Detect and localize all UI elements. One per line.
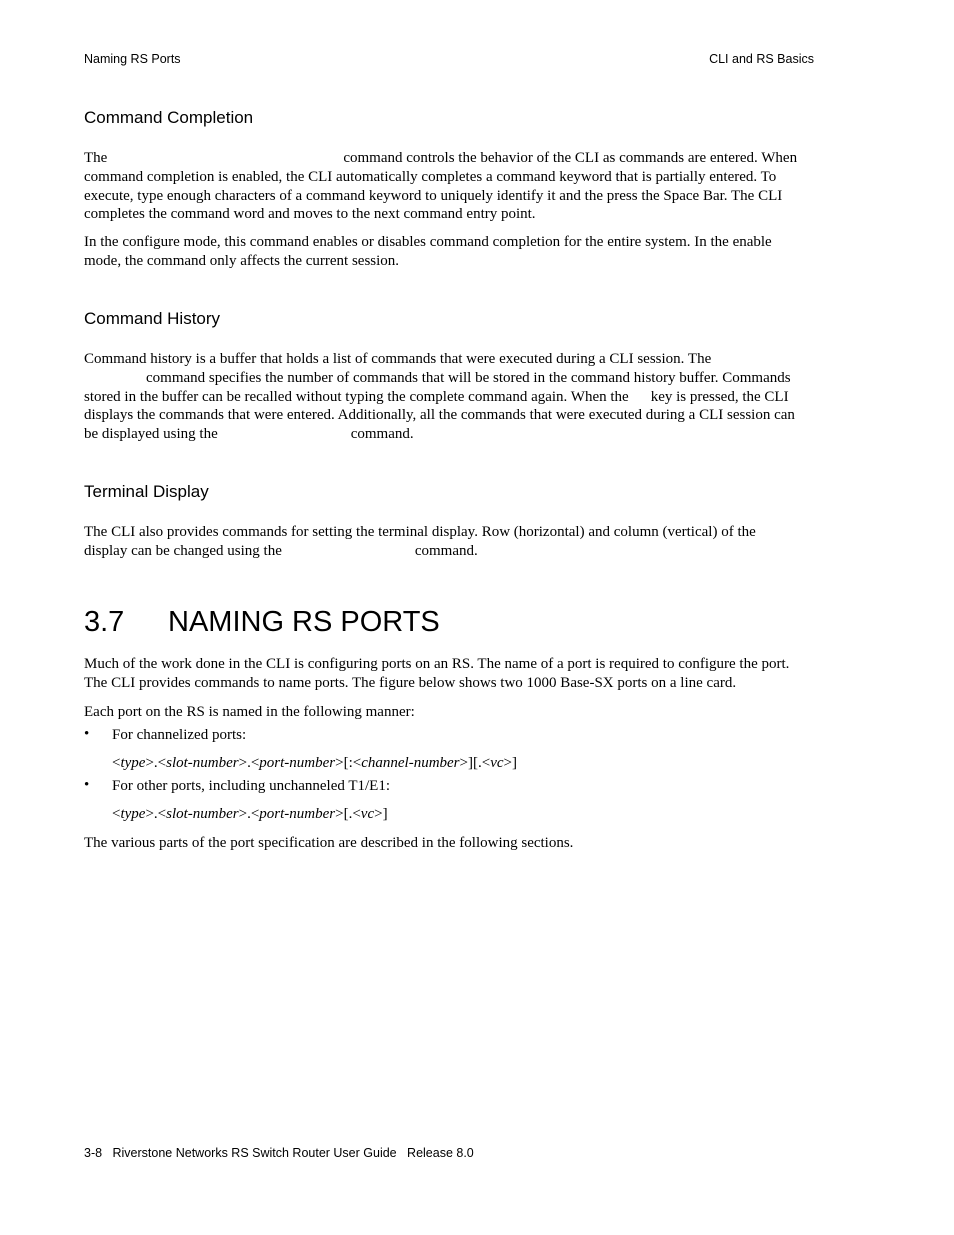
section-paragraph-2: Each port on the RS is named in the following manner:: [84, 704, 415, 720]
section-paragraph-1: [84, 655, 814, 693]
syntax-param: slot-number: [166, 755, 239, 771]
text: display can be changed using the: [84, 542, 282, 559]
completion-paragraph-1: [84, 149, 814, 224]
running-header-right: CLI and RS Basics: [709, 52, 814, 66]
port-syntax-channelized: [112, 755, 517, 772]
text: execute, type enough characters of a command keyword to uniquely identify it and the press the Space Bar. The CLI: [84, 187, 783, 204]
text: key is pressed, the CLI: [650, 388, 789, 405]
subheading-command-completion: Command Completion: [84, 108, 254, 127]
text: Much of the work done in the CLI is configuring ports on an RS. The name of a port is required to configure the port.: [84, 656, 790, 672]
text: mode, the command only affects the current session.: [84, 252, 400, 269]
syntax-text: >.<: [238, 755, 260, 771]
bullet-mark: •: [84, 726, 90, 742]
page-number: 3-8: [84, 1146, 103, 1160]
history-paragraph: [84, 350, 814, 444]
syntax-text: <: [112, 806, 121, 822]
text: command specifies the number of commands that will be stored in the command history buffer. Commands: [146, 369, 791, 386]
section-number: 3.7: [84, 606, 125, 638]
syntax-text: >[:<: [335, 755, 362, 771]
bullet-mark: •: [84, 777, 90, 793]
text: In the configure mode, this command enables or disables command completion for the entire system. In the enable: [84, 234, 772, 250]
completion-paragraph-2: [84, 233, 814, 271]
syntax-param: type: [120, 755, 146, 771]
port-syntax-other: [112, 806, 388, 823]
text: displays the commands that were entered. Additionally, all the commands that were executed during a CLI session can: [84, 407, 795, 424]
text: Command history is a buffer that holds a list of commands that were executed during a CLI session. The: [84, 351, 712, 367]
footer-title: Riverstone Networks RS Switch Router User Guide: [112, 1146, 397, 1160]
syntax-text: <: [112, 755, 121, 771]
syntax-text: >.<: [238, 806, 260, 822]
footer-release: Release 8.0: [407, 1146, 474, 1160]
text: command completion is enabled, the CLI automatically completes a command keyword that is partially entered. To: [84, 168, 777, 185]
section-title: NAMING RS PORTS: [168, 606, 440, 638]
subheading-command-history: Command History: [84, 309, 221, 328]
syntax-text: >.<: [145, 806, 167, 822]
syntax-text: >.<: [145, 755, 167, 771]
text: The CLI also provides commands for setting the terminal display. Row (horizontal) and column (vertical) of the: [84, 524, 756, 540]
text: command controls the behavior of the CLI as commands are entered. When: [343, 150, 798, 166]
syntax-param: channel-number: [361, 755, 460, 771]
running-footer: [84, 1146, 474, 1160]
text: command.: [350, 426, 414, 443]
syntax-param: vc: [490, 755, 504, 771]
section-closing: The various parts of the port specification are described in the following sections.: [84, 835, 574, 851]
syntax-param: type: [120, 806, 146, 822]
syntax-param: vc: [360, 806, 375, 822]
syntax-param: slot-number: [166, 806, 239, 822]
text: The: [84, 150, 108, 166]
terminal-paragraph: [84, 523, 814, 561]
subheading-terminal-display: Terminal Display: [84, 482, 209, 501]
syntax-param: port-number: [259, 755, 336, 771]
syntax-text: >]: [374, 806, 388, 822]
bullet-label: For channelized ports:: [112, 727, 247, 743]
syntax-text: >[.<: [335, 806, 361, 822]
running-header-left: Naming RS Ports: [84, 52, 181, 66]
text: be displayed using the: [84, 426, 218, 443]
syntax-text: >]: [503, 755, 517, 771]
text: stored in the buffer can be recalled without typing the complete command again. When the: [84, 388, 629, 405]
syntax-param: port-number: [259, 806, 336, 822]
text: completes the command word and moves to the next command entry point.: [84, 206, 536, 223]
syntax-text: >][.<: [459, 755, 491, 771]
bullet-label: For other ports, including unchanneled T1/E1:: [112, 778, 391, 794]
text: The CLI provides commands to name ports. The figure below shows two 1000 Base-SX ports on a line card.: [84, 674, 737, 691]
text: command.: [414, 542, 478, 559]
